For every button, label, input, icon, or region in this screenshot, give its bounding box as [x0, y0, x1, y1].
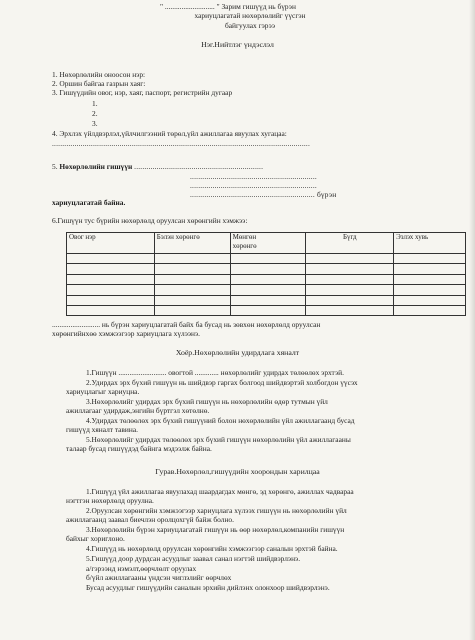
- mgmt-para-3: 3.Нөхөрлөлийг удирдах эрх бүхий гишүүн нь нөхөрлөлийн өдөр тутмын үйл: [86, 397, 328, 406]
- rel-para-5: 5.Гишүүд доор дурдсан асуудлыг заавал санал нэгтэй шийдвэрлэнэ.: [86, 554, 301, 563]
- table-row: [67, 295, 466, 305]
- table-row: [67, 274, 466, 284]
- rel-item-a: а/гэрээнд нэмэлт,өөрчлөлт оруулах: [86, 564, 197, 573]
- mgmt-para-3-cont: ажиллагааг удирдаж,энгийн бүртгэл хөтөлнө.: [66, 406, 210, 415]
- section-title-management: Хоёр.Нөхөрлөлийн удирдлага хяналт: [175, 348, 300, 357]
- rel-para-3-cont: байхыг хориглоно.: [66, 534, 125, 543]
- sub-item-3: 3.: [92, 119, 98, 128]
- table-row: [67, 305, 466, 315]
- mgmt-para-4: 4.Удирдах төлөөлөх эрх бүхий гишүүний болон нөхөрлөлийн үйл ажиллагаанд бусад: [86, 416, 355, 425]
- rel-para-1: 1.Гишүүд үйл ажиллагаа явуулахад шаардагдах мөнгө, эд хөрөнгө, ажиллах чадвараа: [86, 487, 354, 496]
- rel-closing: Бусад асуудлыг гишүүдийн саналын эрхийн дийлэнх олонхоор шийдвэрлэнэ.: [86, 583, 330, 592]
- item-4: 4. Эрхлэх үйлдвэрлэл,үйлчилгээний төрөл,үйл ажиллагаа явуулах хугацаа:: [52, 129, 287, 138]
- member-table: [66, 232, 466, 316]
- rel-para-3: 3.Нөхөрлөлийн бүрэн хариуцлагатай гишүүн нь өөр нөхөрлөл,компанийн гишүүн: [86, 525, 345, 534]
- item-2: 2. Оршин байгаа газрын хаяг:: [52, 79, 146, 88]
- table-row: [67, 285, 466, 295]
- table-row: [67, 254, 466, 264]
- section-title-general: Нэг.Нийтлэг үндэслэл: [201, 40, 274, 49]
- table-header-cell: Мөнгөн хөрөнгө: [230, 233, 306, 254]
- page-edge-shadow: [469, 0, 475, 640]
- mgmt-para-2-cont: хариуцлагыг хариуцна.: [66, 387, 140, 396]
- sub-item-1: 1.: [92, 99, 98, 108]
- item-1: 1. Нөхөрлөлийн оноосон нэр:: [52, 70, 146, 79]
- header-line-3: байгуулах гэрээ: [224, 21, 276, 30]
- header-line-1: " ........................... " Зарим гишүүд нь бүрэн: [160, 2, 296, 11]
- table-header-cell: Бүгд: [306, 233, 394, 254]
- mgmt-para-5-cont: талаар бусад гишүүдэд байнга мэдээлж байна.: [66, 444, 212, 453]
- item-5: 5. Нөхөрлөлийн гишүүн ...............................................................: [52, 162, 264, 171]
- item-3: 3. Гишүүдийн овог, нэр, хаяг, паспорт, регистрийн дугаар: [52, 88, 233, 97]
- item-5-line-2: ..............................................................: [190, 172, 317, 181]
- item-4-blank: ..............................................................................................................................: [52, 139, 311, 148]
- table-header-row: [67, 233, 466, 254]
- rel-para-2: 2.Оруулсан хөрөнгийн хэмжээгээр хариуцлага хүлээх гишүүн нь нөхөрлөлийн үйл: [86, 506, 347, 515]
- table-note-line-1: .......................... нь бүрэн хариуцлагатай байх ба бусад нь зөвхөн нөхөрлөлд оруулсан: [52, 320, 321, 329]
- rel-para-1-cont: нэгтгэн нөхөрлөлд оруулна.: [66, 496, 154, 505]
- sub-item-2: 2.: [92, 109, 98, 118]
- table-header-cell: Овог нэр: [67, 233, 155, 254]
- item-5-line-3: ..............................................................: [190, 181, 317, 190]
- mgmt-para-4-cont: гишүүд хяналт тавина.: [66, 425, 138, 434]
- item-5-ending: хариуцлагатай байна.: [52, 198, 126, 207]
- mgmt-para-1: 1.Гишүүн .......................... овогтой ............. нөхөрлөлийг удирдах төлөөлөх эрхтэй.: [86, 368, 344, 377]
- table-header-cell: Эзлэх хувь: [394, 233, 466, 254]
- rel-item-b: б/үйл ажиллагааны үндсэн чиглэлийг өөрчлөх: [86, 573, 232, 582]
- section-title-relations: Гурав.Нөхөрлөл,гишүүдийн хоорондын харилцаа: [155, 467, 320, 476]
- table-header-cell: Бэлэн хөрөнгө: [154, 233, 230, 254]
- rel-para-2-cont: ажиллагаанд заавал биечлэн оролцохгүй байж болно.: [66, 515, 234, 524]
- header-line-2: хариуцлагатай нөхөрлөлийг үүсгэн: [194, 11, 306, 20]
- mgmt-para-5: 5.Нөхөрлөлийг удирдах төлөөлөх эрх бүхий гишүүн нөхөрлөлийн үйл ажиллагааны: [86, 435, 351, 444]
- mgmt-para-2: 2.Удирдах эрх бүхий гишүүн нь шийдвэр гаргах болгоод шийдвэртэй холбогдон үүсэх: [86, 378, 358, 387]
- table-note-line-2: хөрөнгийнхөө хэмжээгээр хариуцлага хүлээнэ.: [52, 329, 201, 338]
- rel-para-4: 4.Гишүүд нь нөхөрлөлд оруулсан хөрөнгийн хэмжээгээр саналын эрхтэй байна.: [86, 544, 338, 553]
- item-5-line-4: ............................................................. бүрэн: [190, 190, 337, 199]
- table-row: [67, 264, 466, 274]
- item-6: 6.Гишүүн тус бүрийн нөхөрлөлд оруулсан хөрөнгийн хэмжээ:: [52, 216, 248, 225]
